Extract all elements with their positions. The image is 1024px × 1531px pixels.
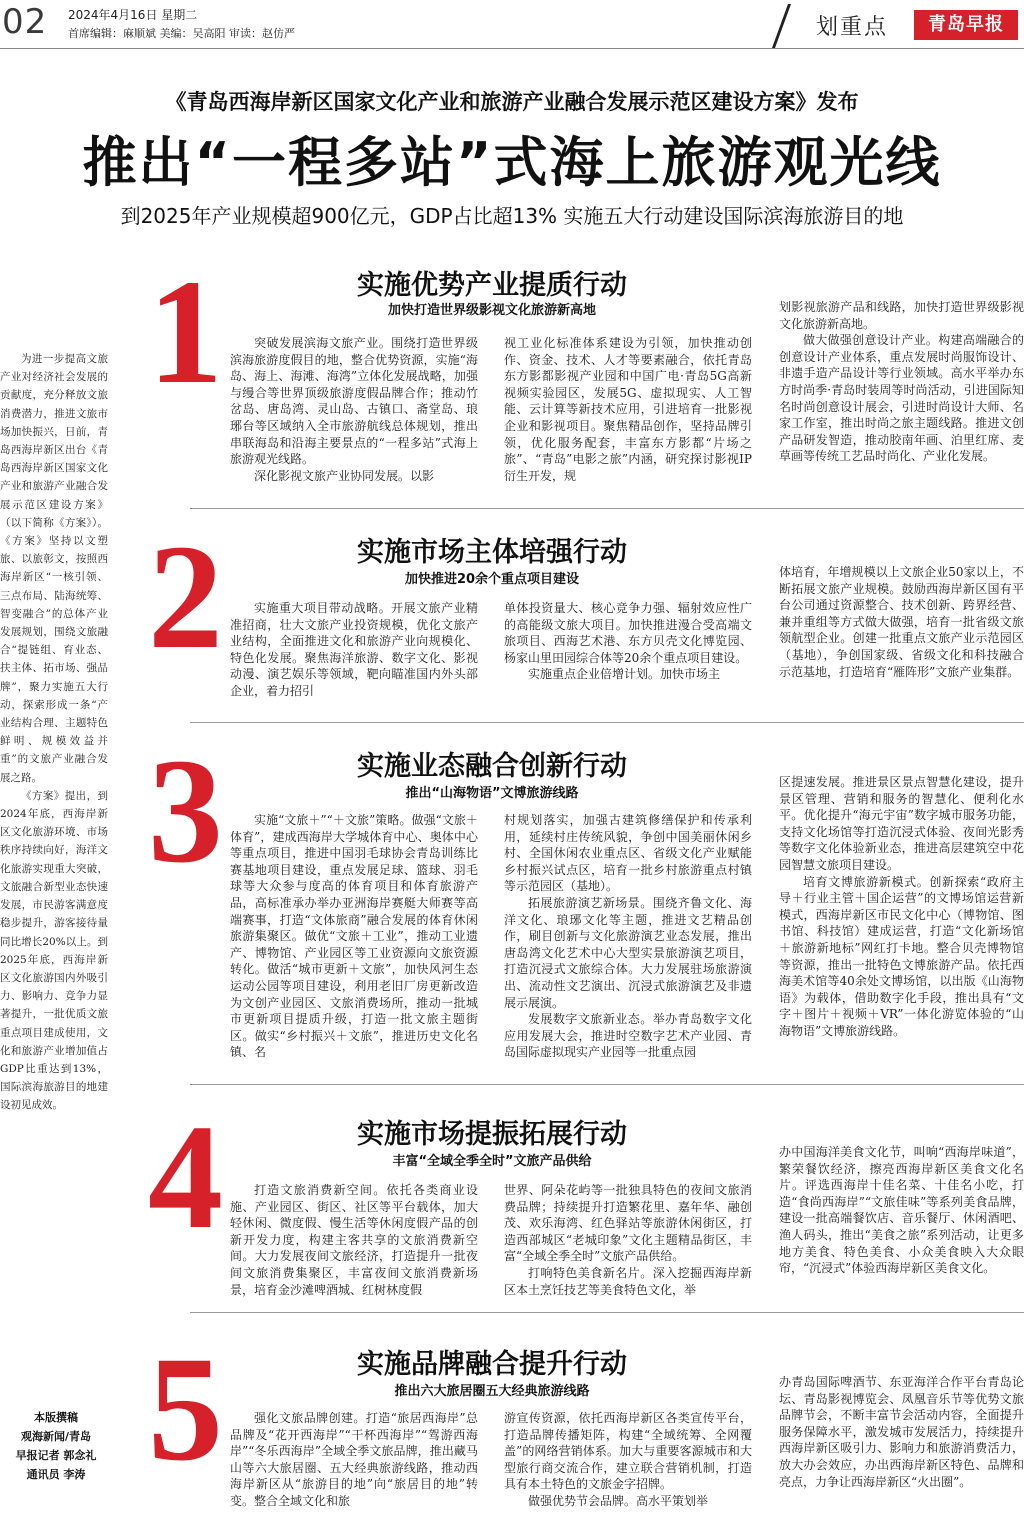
paragraph: 拓展旅游演艺新场景。围绕齐鲁文化、海洋文化、琅琊文化等主题，推进文艺精品创作，刷目创新与文化旅游演艺业态发展，推出唐岛湾文化艺术中心大型实景旅游演艺项目，打造沉浸式文旅综合体。大力发展驻场旅游演出、流动性文艺演出、沉浸式旅游演艺及非遗展示展演。 — [504, 895, 752, 1010]
issue-date: 2024年4月16日 星期二 — [68, 8, 198, 22]
deck: 到2025年产业规模超900亿元，GDP占比超13% 实施五大行动建设国际滨海旅游目的地 — [120, 204, 904, 228]
section-column — [230, 812, 478, 1078]
intro-paragraph: 《方案》提出，到2024年底，西海岸新区文化旅游环境、市场秩序持续向好，海洋文化旅游实现重大突破，文旅融合新型业态快速发展，市民游客满意度稳步提升，游客接待量同比增长20%以上。到2025年底，西海岸新区文化旅游国内外吸引力、影响力、竞争力显著提升，一批优质文旅重点项目建成使用，文化和旅游产业增加值占GDP比重达到13%，国际滨海旅游目的地建设初见成效。 — [0, 789, 108, 1112]
section-title: 实施市场主体培强行动 — [357, 537, 627, 568]
paragraph: 做强优势节会品牌。高水平策划举 — [528, 1493, 709, 1508]
section-title: 实施市场提振拓展行动 — [357, 1119, 627, 1150]
paragraph: 打响特色美食新名片。深入挖掘西海岸新区本土烹饪技艺等美食特色文化，举 — [504, 1265, 752, 1297]
section-subtitle: 丰富“全域全季全时”文旅产品供给 — [392, 1154, 592, 1169]
section-column — [230, 1182, 478, 1300]
section-column — [504, 1410, 752, 1528]
section-subtitle: 加快推进20余个重点项目建设 — [404, 572, 580, 587]
paragraph: 划影视旅游产品和线路，加快打造世界级影视文化旅游新高地。 — [779, 300, 1024, 331]
section-column — [230, 600, 478, 700]
paragraph: 做大做强创意设计产业。构建高端融合的创意设计产业体系，重点发展时尚服饰设计、非遗手造产品设计等行业领域。高水平举办东方时尚季·青岛时装周等时尚活动，引进国际知名时尚创意设计展会，引进时尚设计大师、名家工作室，推出时尚之旅主题线路。推进文创产品研发智造，推动胶南年画、泊里红席、麦草画等传统工艺品时尚化、产业化发展。 — [779, 333, 1024, 464]
section-4 — [118, 1094, 1024, 1308]
section-column — [504, 812, 752, 1078]
newspaper-logo: 青岛早报 — [914, 10, 1018, 40]
paragraph: 村规划落实，加强古建筑修缮保护和传承利用，延续村庄传统风貌，争创中国美丽休闲乡村、全国休闲农业重点区、省级文化产业赋能乡村振兴试点区，培育一批乡村旅游重点村镇等示范园区（基地）。 — [504, 813, 752, 894]
paragraph: 发展数字文旅新业态。举办青岛数字文化应用发展大会，推进时空数字艺术产业园、青岛国际虚拟现实产业园等一批重点园 — [504, 1012, 752, 1060]
section-1 — [118, 249, 1024, 505]
section-column — [504, 600, 752, 700]
byline-line: 本版撰稿 — [34, 1411, 78, 1424]
paragraph: 打造文旅消费新空间。依托各类商业设施、产业园区、街区、社区等平台载体，加大轻休闲、微度假、慢生活等休闲度假产品的创新开发力度，构建主客共享的文旅消费新空间。大力发展夜间文旅经济，打造提升一批夜间文旅消费集聚区，丰富夜间文旅消费新场景，培育金沙滩啤酒城、红树林度假 — [230, 1183, 478, 1297]
byline-line: 通讯员 李涛 — [26, 1468, 86, 1481]
paragraph: 办青岛国际啤酒节、东亚海洋合作平台青岛论坛、青岛影视博览会、凤凰音乐节等优势文旅品牌节会，不断丰富节会活动内容，全面提升服务保障水平，激发城市发展活力，持续提升西海岸新区吸引力、影响力和旅游消费活力，放大办会效应，办出西海岸新区特色、品牌和亮点，力争让西海岸新区“火出圈”。 — [779, 1375, 1024, 1489]
headline: 推出“一程多站”式海上旅游观光线 — [82, 131, 942, 194]
section-column — [779, 1374, 1024, 1528]
paragraph: 实施重点企业倍增计划。加快市场主 — [528, 667, 721, 682]
section-subtitle: 推出“山海物语”文博旅游线路 — [405, 786, 579, 801]
paragraph: 体培育，年增规模以上文旅企业50家以上，不断拓展文旅产业规模。鼓励西海岸新区国有平台公司通过资源整合、技术创新、跨界经营、兼并重组等方式做大做强，培育一批省级文旅领航型企业。创建一批重点文旅产业示范园区（基地），争创国家级、省级文化和科技融合示范基地，打造培育“雁阵形”文旅产业集群。 — [779, 565, 1024, 679]
section-subtitle: 推出六大旅居圈五大经典旅游线路 — [394, 1384, 590, 1399]
paragraph: 实施重大项目带动战略。开展文旅产业精准招商，壮大文旅产业投资规模，优化文旅产业结构，全面推进文化和旅游产业向规模化、特色化发展。聚焦海洋旅游、数字文化、影视动漫、演艺娱乐等领域，靶向瞄准国内外头部企业，着力招引 — [230, 601, 478, 698]
section-rule — [190, 508, 1024, 509]
page-number: 02 — [2, 2, 48, 42]
section-title: 实施优势产业提质行动 — [357, 270, 627, 301]
byline-line: 早报记者 郭念礼 — [15, 1449, 97, 1462]
paragraph: 强化文旅品牌创建。打造“旅居西海岸”总品牌及“花开西海岸”“干杯西海岸”“驾游西海岸”“冬乐西海岸”全域全季文旅品牌，推出藏马山等六大旅居圈、五大经典旅游线路，推动西海岸新区从“旅游目的地”向“旅居目的地”转变。整合全域文化和旅 — [230, 1411, 478, 1508]
section-column — [230, 335, 478, 485]
intro-paragraph: 为进一步提高文旅产业对经济社会发展的贡献度，充分释放文旅消费潜力，推进文旅市场加快振兴，日前，青岛西海岸新区出台《青岛西海岸新区国家文化产业和旅游产业融合发展示范区建设方案》（以下简称《方案》）。《方案》坚持以文塑旅、以旅彰文，按照西海岸新区“一核引领、三点布局、陆海统筹、智变融合”的总体产业发展规划，围绕文旅融合“提链组、育业态、扶主体、拓市场、强品牌”，聚力实施五大行动，探索形成一条“产业结构合理、主题特色鲜明、规模效益并重”的文旅产业融合发展之路。 — [0, 353, 108, 784]
section-rule — [190, 722, 1024, 723]
kicker: 《青岛西海岸新区国家文化产业和旅游产业融合发展示范区建设方案》发布 — [165, 89, 859, 114]
section-5 — [118, 1328, 1024, 1531]
paragraph: 游宣传资源，依托西海岸新区各类宣传平台，打造品牌传播矩阵，构建“全域统筹、全网覆盖”的网络营销体系。加大与重要客源城市和大型旅行商交流合作，建立联合营销机制，打造具有本土特色的文旅金字招牌。 — [504, 1411, 752, 1492]
section-subtitle: 加快打造世界级影视文化旅游新高地 — [387, 303, 596, 318]
section-column — [504, 335, 752, 485]
paragraph: 区提速发展。推进景区景点智慧化建设，提升景区管理、营销和服务的智慧化、便利化水平。优化提升“海元宇宙”数字城市服务功能，支持文化场馆等打造沉浸式体验、夜间光影秀等数字文化体验新业态，推进高层建筑空中花园智慧文旅项目建设。 — [779, 775, 1024, 872]
section-column — [779, 774, 1024, 1078]
byline — [6, 1408, 106, 1484]
paragraph: 办中国海洋美食文化节，叫响“西海岸味道”，繁荣餐饮经济，擦亮西海岸新区美食文化名片。评选西海岸十佳名菜、十佳名小吃，打造“食尚西海岸”“文旅佳味”等系列美食品牌，建设一批高端餐饮店、音乐餐厅、休闲酒吧、渔人码头，推出“美食之旅”系列活动，让更多地方美食、特色美食、小众美食映入大众眼帘，“沉浸式”体验西海岸新区美食文化。 — [779, 1145, 1024, 1276]
paragraph: 单体投资量大、核心竞争力强、辐射效应性广的高能级文旅大项目。加快推进漫合受高端文旅项目、西海艺术港、东方贝壳文化博览园、杨家山里田园综合体等20余个重点项目建设。 — [504, 601, 752, 665]
section-3 — [118, 728, 1024, 1082]
section-column — [504, 1182, 752, 1300]
header-divider — [772, 4, 819, 48]
section-number: 3 — [148, 728, 223, 894]
section-rule — [190, 1084, 1024, 1085]
editor-credits: 首席编辑：麻顺斌 美编：吴高阳 审读：赵仿严 — [68, 27, 295, 40]
paragraph: 视工业化标准体系建设为引领，加快推动创作、资金、技术、人才等要素融合，依托青岛东方影都影视产业园和中国广电·青岛5G高新视频实验园区，发展5G、虚拟现实、人工智能、云计算等新技术应用，引进培育一批影视企业和影视项目。聚焦精品创作，坚持品牌引领，优化服务配套，丰富东方影都“片场之旅”、“青岛”电影之旅”内涵，研究探讨影视IP衍生开发，规 — [504, 336, 752, 483]
intro-column — [0, 350, 108, 1115]
section-column — [779, 1144, 1024, 1302]
paragraph: 培育文博旅游新模式。创新探索“政府主导＋行业主管＋国企运营”的文博场馆运营新模式，西海岸新区市民文化中心（博物馆、图书馆、科技馆）建成运营，打造“文化新场馆＋旅游新地标”网红打卡地。整合贝壳博物馆等资源，推出一批特色文博旅游产品。依托西海美术馆等40余处文博场馆，以出版《山海物语》为载体，借助数字化手段，推出具有“文字＋图片＋视频＋VR”一体化游览体验的“山海物语”文博旅游线路。 — [779, 874, 1024, 1038]
paragraph: 突破发展滨海文旅产业。围绕打造世界级滨海旅游度假目的地，整合优势资源，实施“海岛、海上、海滩、海湾”立体化发展战略，加强与缦合等世界顶级旅游度假品牌合作；推动竹岔岛、唐岛湾、灵山岛、古镇口、斋堂岛、琅琊台等区域纳入全市旅游航线总体规划，推出串联海岛和沿海主要景点的“一程多站”式海上旅游观光线路。 — [230, 336, 478, 467]
section-column — [230, 1410, 478, 1528]
section-number: 4 — [148, 1094, 223, 1260]
section-number: 2 — [148, 514, 223, 680]
section-title: 实施品牌融合提升行动 — [357, 1349, 627, 1380]
section-number: 1 — [148, 249, 223, 415]
section-2 — [118, 514, 1024, 718]
page-header — [0, 0, 1024, 48]
section-rule — [190, 1312, 1024, 1313]
section-column — [779, 299, 1024, 499]
paragraph: 实施“文旅＋”“＋文旅”策略。做强“文旅＋体育”，建成西海岸大学城体育中心、奥体中心等重点项目，推进中国羽毛球协会青岛训练比赛基地项目建设，重点发展足球、篮球、羽毛球等大众参与度高的体育项目和体育旅游产品，高标准承办举办亚洲海岸赛艇大师赛等高端赛事，打造“文体旅商”融合发展的体育休闲旅游集聚区。做优“文旅＋工业”，推动工业遗产、博物馆、产业园区等工业资源向文旅资源转化。做活“城市更新＋文旅”，加快风河生态运动公园等项目建设，利用老旧厂房更新改造为文创产业园区、文旅消费场所，推动一批城市更新项目提质升级，打造一批文旅主题街区。做实“乡村振兴＋文旅”，推进历史文化名镇、名 — [230, 813, 478, 1060]
header-rule — [0, 48, 1024, 49]
section-column — [779, 564, 1024, 704]
paragraph: 世界、阿朵花屿等一批独具特色的夜间文旅消费品牌；持续提升打造繁花里、嘉年华、融创茂、欢乐海湾、红色驿站等旅游休闲街区，打造西部城区“老城印象”文化主题精品街区，丰富“全域全季全时”文旅产品供给。 — [504, 1183, 752, 1264]
section-title: 实施业态融合创新行动 — [357, 751, 627, 782]
section-number: 5 — [148, 1326, 223, 1492]
paragraph: 深化影视文旅产业协同发展。以影 — [254, 468, 435, 483]
byline-line: 观海新闻/青岛 — [20, 1430, 92, 1443]
section-label: 划重点 — [816, 15, 889, 40]
